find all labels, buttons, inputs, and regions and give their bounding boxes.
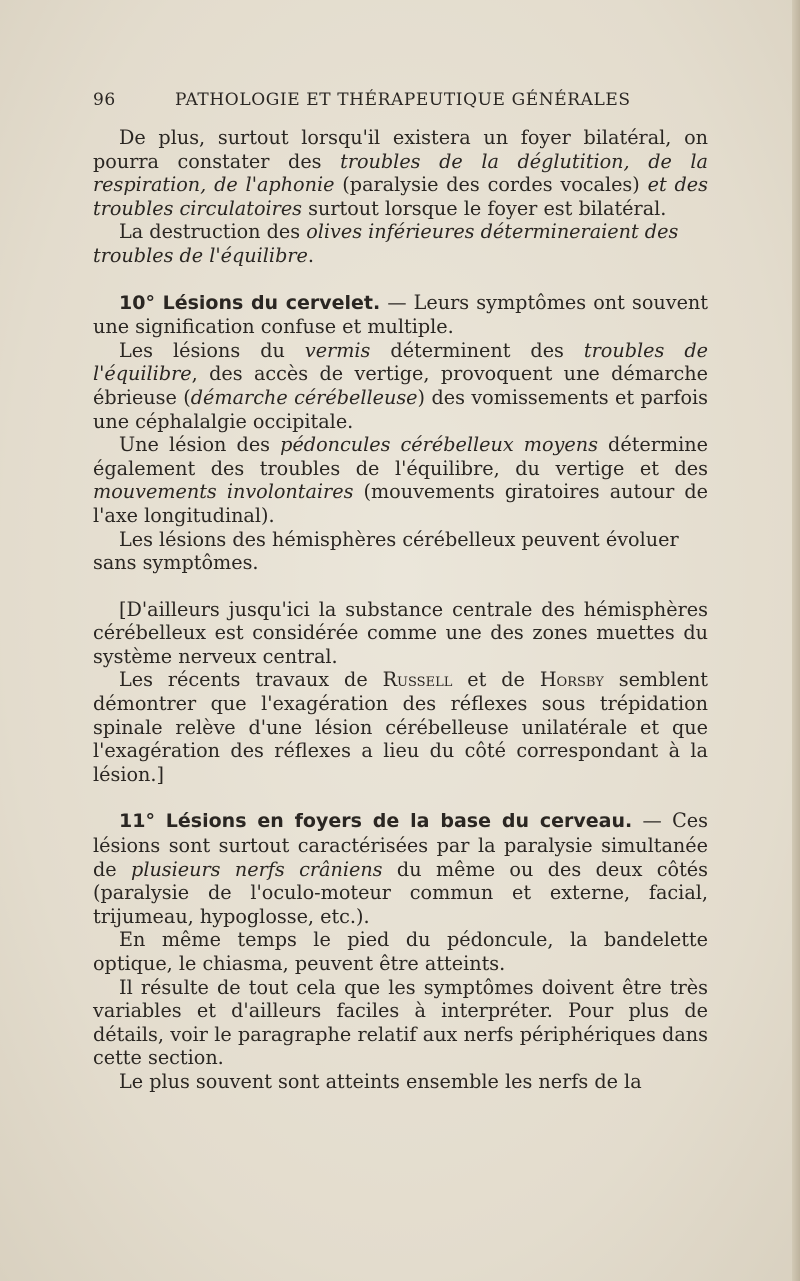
italic-term: plusieurs nerfs crâniens bbox=[131, 857, 383, 881]
text-run: surtout lorsque le foyer est bilatéral. bbox=[302, 196, 667, 220]
page-edge bbox=[792, 0, 800, 1281]
author-name: Russell bbox=[382, 668, 453, 692]
book-page bbox=[93, 86, 708, 1094]
paragraph-russell-horsby bbox=[93, 668, 708, 786]
text-run: semblent démontrer que l'exagération des réflexes sous trépidation spinale relève d'une lésion cérébelleuse unilatérale et que l'exagération des réflexes a lieu du côté correspondant à la lésion.] bbox=[93, 668, 708, 786]
text-run: (mouvements giratoires autour de l'axe longitudinal). bbox=[93, 480, 708, 527]
author-name: Horsby bbox=[539, 668, 604, 692]
text-run: . bbox=[307, 243, 314, 267]
paragraph-plus-souvent: Le plus souvent sont atteints ensemble les nerfs de la bbox=[119, 1069, 642, 1093]
italic-term: olives inférieures détermineraient des troubles de l'équilibre bbox=[93, 220, 679, 267]
text-run: ) des vomissements et parfois une céphalalgie occipitale. bbox=[93, 385, 708, 433]
running-title: PATHOLOGIE ET THÉRAPEUTIQUE GÉNÉRALES bbox=[175, 90, 631, 110]
paragraph-resulte: Il résulte de tout cela que les symptômes doivent être très variables et d'ailleurs faciles à interpréter. Pour plus de détails, voir le paragraphe relatif aux nerfs périphériques dans cette section. bbox=[93, 975, 708, 1070]
text-run: Les lésions du bbox=[119, 338, 305, 362]
page-number: 96 bbox=[93, 90, 116, 110]
paragraph-pedoncules bbox=[93, 433, 708, 527]
paragraph-hemispheres: Les lésions des hémisphères cérébelleux peuvent évoluer sans symptômes. bbox=[93, 527, 679, 575]
italic-term: pédoncules cérébelleux moyens bbox=[280, 433, 598, 457]
text-run: déterminent des bbox=[370, 338, 584, 362]
text-run: , des accès de vertige, provoquent une démarche ébrieuse ( bbox=[93, 362, 708, 409]
paragraph-substance-centrale: [D'ailleurs jusqu'ici la substance centrale des hémisphères cérébelleux est considérée comme une des zones muettes du système nerveux central. bbox=[93, 597, 708, 668]
text-run: et de bbox=[452, 668, 540, 692]
text-run: Les récents travaux de bbox=[119, 668, 383, 692]
text-run: De plus, surtout lorsqu'il existera un foyer bilatéral, on pourra constater des bbox=[93, 126, 708, 173]
section-heading: 10° Lésions du cervelet. bbox=[119, 291, 381, 314]
paragraph-pied-pedoncule: En même temps le pied du pédoncule, la bandelette optique, le chiasma, peuvent être atteints. bbox=[93, 928, 708, 975]
text-run: du même ou des deux côtés (paralysie de l'oculo-moteur commun et externe, facial, trijumeau, hypoglosse, etc.). bbox=[93, 857, 708, 928]
text-run: La destruction des bbox=[119, 220, 307, 244]
italic-term: démarche cérébelleuse bbox=[190, 385, 418, 409]
paragraph-olives bbox=[93, 220, 708, 267]
italic-term: troubles de la déglutition, de la respiration, de l'aphonie bbox=[93, 149, 708, 197]
text-run: — Ces lésions sont surtout caractérisées par la paralysie simultanée de bbox=[93, 809, 708, 881]
section-heading: 11° Lésions en foyers de la base du cerveau. bbox=[119, 810, 633, 833]
text-run: (paralysie des cordes vocales) bbox=[334, 173, 648, 197]
italic-term: troubles de l'équilibre bbox=[93, 338, 708, 386]
paragraph-vermis bbox=[93, 339, 708, 433]
text-run: détermine également des troubles de l'équilibre, du vertige et des bbox=[93, 433, 708, 480]
section-11-base-cerveau bbox=[93, 809, 708, 928]
italic-term: vermis bbox=[304, 338, 371, 362]
italic-term: et des troubles circulatoires bbox=[93, 173, 708, 220]
text-run: — Leurs symptômes ont souvent une signification confuse et multiple. bbox=[93, 290, 709, 339]
running-header bbox=[93, 86, 708, 116]
italic-term: mouvements involontaires bbox=[93, 480, 354, 504]
body-text bbox=[93, 126, 708, 1094]
text-run: Une lésion des bbox=[119, 433, 281, 457]
section-10-cervelet bbox=[93, 291, 708, 339]
paragraph-foyer-bilateral bbox=[93, 126, 708, 220]
